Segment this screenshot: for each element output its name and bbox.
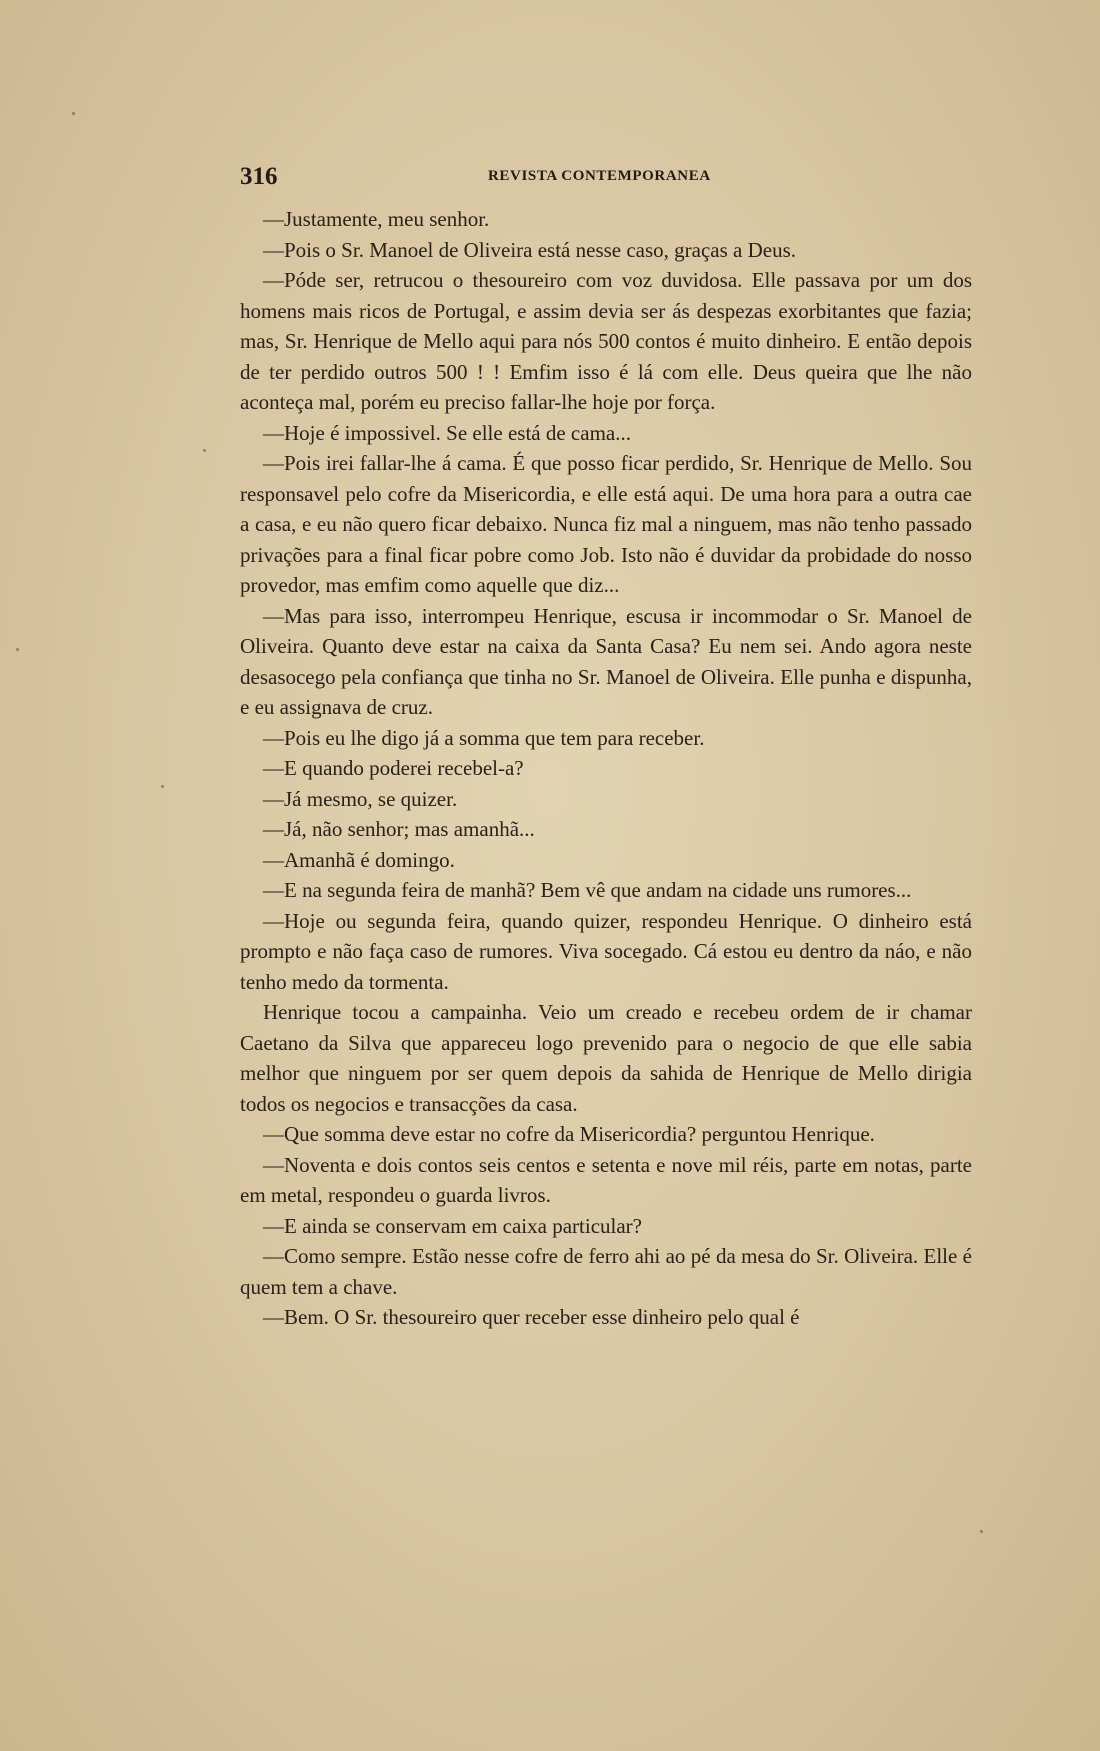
paragraph: —Que somma deve estar no cofre da Misericordia? perguntou Henrique.: [263, 1122, 875, 1146]
paper-speck: [203, 449, 206, 452]
paragraph: —Como sempre. Estão nesse cofre de ferro ahi ao pé da mesa do Sr. Oliveira. Elle é quem tem a chave.: [240, 1244, 972, 1299]
paragraph: —Noventa e dois contos seis centos e setenta e nove mil réis, parte em notas, parte em metal, respondeu o guarda livros.: [240, 1152, 972, 1207]
paragraph: —Amanhã é domingo.: [263, 847, 455, 872]
paper-speck: [16, 648, 19, 651]
paragraph: —Póde ser, retrucou o thesoureiro com voz duvidosa. Elle passava por um dos homens mais ricos de Portugal, e assim devia ser ás despezas exorbitantes que fazia; mas, Sr. Henrique de Mello aqui para nós 500 contos é muito dinheiro. E então depois de ter perdido outros 500 ! ! Emfim isso é lá com elle. Deus queira que lhe não aconteça mal, porém eu preciso fallar-lhe hoje por força.: [240, 268, 972, 414]
paragraph: —Pois irei fallar-lhe á cama. É que posso ficar perdido, Sr. Henrique de Mello. Sou responsavel pelo cofre da Misericordia, e elle está aqui. De uma hora para a outra cae a casa, e eu não quero ficar debaixo. Nunca fiz mal a ninguem, mas não tenho passado privações para a final ficar pobre como Job. Isto não é duvidar da probidade do nosso provedor, mas emfim como aquelle que diz...: [240, 451, 972, 597]
body-text: [240, 204, 972, 1333]
paragraph: —E na segunda feira de manhã? Bem vê que andam na cidade uns rumores...: [263, 878, 912, 902]
paper-speck: [72, 112, 75, 115]
paragraph: —E quando poderei recebel-a?: [263, 756, 524, 780]
paragraph: —Hoje ou segunda feira, quando quizer, respondeu Henrique. O dinheiro está prompto e não faça caso de rumores. Viva socegado. Cá estou eu dentro da náo, e não tenho medo da tormenta.: [240, 908, 972, 994]
paragraph: —Justamente, meu senhor.: [263, 207, 490, 231]
paragraph: Henrique tocou a campainha. Veio um creado e recebeu ordem de ir chamar Caetano da Silva que appareceu logo prevenido para o negocio de que elle sabia melhor que ninguem por ser quem depois da sahida de Henrique de Mello dirigia todos os negocios e transacções da casa.: [240, 1000, 972, 1116]
paragraph: —Já, não senhor; mas amanhã...: [263, 817, 535, 841]
paragraph: —Mas para isso, interrompeu Henrique, escusa ir incommodar o Sr. Manoel de Oliveira. Quanto deve estar na caixa da Santa Casa? Eu nem sei. Ando agora neste desasocego pela confiança que tinha no Sr. Manoel de Oliveira. Elle punha e dispunha, e eu assignava de cruz.: [240, 603, 972, 719]
paragraph: —Hoje é impossivel. Se elle está de cama...: [263, 420, 631, 445]
paper-speck: [980, 1530, 983, 1533]
page-number: 316: [240, 163, 278, 190]
paragraph: —E ainda se conservam em caixa particular?: [263, 1213, 642, 1238]
paragraph: —Pois eu lhe digo já a somma que tem para receber.: [263, 725, 705, 750]
page-header: [240, 163, 972, 193]
running-title: REVISTA CONTEMPORANEA: [488, 168, 711, 184]
paragraph: —Pois o Sr. Manoel de Oliveira está nesse caso, graças a Deus.: [263, 237, 797, 262]
paragraph: —Bem. O Sr. thesoureiro quer receber esse dinheiro pelo qual é: [263, 1305, 800, 1329]
paper-speck: [161, 785, 164, 788]
paragraph: —Já mesmo, se quizer.: [263, 786, 458, 811]
